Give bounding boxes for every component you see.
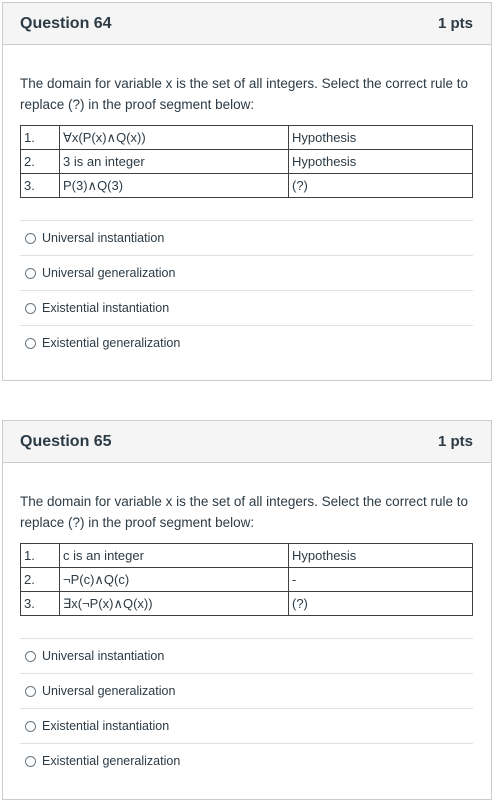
step-number: 1. (21, 544, 60, 568)
step-number: 2. (21, 150, 60, 174)
answer-option-existential-generalization[interactable] (20, 325, 473, 360)
step-reason: - (289, 568, 473, 592)
radio-button[interactable] (25, 651, 36, 662)
table-row (21, 568, 473, 592)
answer-label: Universal instantiation (42, 231, 165, 245)
question-64-card (2, 2, 492, 381)
answer-label: Existential generalization (42, 754, 181, 768)
proof-table (20, 543, 473, 616)
table-row (21, 126, 473, 150)
proof-table (20, 125, 473, 198)
question-title: Question 65 (20, 432, 112, 450)
radio-button[interactable] (25, 756, 36, 767)
answer-label: Existential instantiation (42, 301, 170, 315)
answer-option-existential-generalization[interactable] (20, 743, 473, 778)
step-statement: P(3)∧Q(3) (60, 174, 289, 198)
table-row (21, 544, 473, 568)
step-statement: 3 is an integer (60, 150, 289, 174)
question-65-card (2, 420, 492, 800)
step-reason: Hypothesis (289, 150, 473, 174)
answer-option-existential-instantiation[interactable] (20, 708, 473, 743)
step-statement: ∀x(P(x)∧Q(x)) (60, 126, 289, 150)
question-header (3, 3, 491, 45)
step-number: 3. (21, 592, 60, 616)
step-number: 1. (21, 126, 60, 150)
answer-option-universal-generalization[interactable] (20, 673, 473, 708)
radio-button[interactable] (25, 721, 36, 732)
answer-option-universal-instantiation[interactable] (20, 638, 473, 673)
answer-label: Universal generalization (42, 266, 176, 280)
step-reason: Hypothesis (289, 544, 473, 568)
answer-option-existential-instantiation[interactable] (20, 290, 473, 325)
question-text: The domain for variable x is the set of all integers. Select the correct rule to replace (?) in the proof segment below: (20, 76, 468, 112)
answer-label: Existential instantiation (42, 719, 170, 733)
radio-button[interactable] (25, 268, 36, 279)
answer-list (20, 638, 473, 778)
step-number: 2. (21, 568, 60, 592)
step-reason: (?) (289, 174, 473, 198)
step-statement: ∃x(¬P(x)∧Q(x)) (60, 592, 289, 616)
question-title: Question 64 (20, 14, 112, 32)
answer-label: Universal instantiation (42, 649, 165, 663)
table-row (21, 150, 473, 174)
question-header (3, 421, 491, 463)
radio-button[interactable] (25, 303, 36, 314)
step-reason: (?) (289, 592, 473, 616)
step-statement: c is an integer (60, 544, 289, 568)
answer-label: Existential generalization (42, 336, 181, 350)
question-points: 1 pts (437, 433, 473, 450)
table-row (21, 592, 473, 616)
question-points: 1 pts (437, 15, 473, 32)
answer-label: Universal generalization (42, 684, 176, 698)
radio-button[interactable] (25, 686, 36, 697)
answer-option-universal-generalization[interactable] (20, 255, 473, 290)
step-statement: ¬P(c)∧Q(c) (60, 568, 289, 592)
answer-option-universal-instantiation[interactable] (20, 220, 473, 255)
step-reason: Hypothesis (289, 126, 473, 150)
question-body (3, 463, 491, 778)
table-row (21, 174, 473, 198)
question-text: The domain for variable x is the set of all integers. Select the correct rule to replace (?) in the proof segment below: (20, 494, 468, 530)
question-body (3, 45, 491, 360)
answer-list (20, 220, 473, 360)
radio-button[interactable] (25, 233, 36, 244)
radio-button[interactable] (25, 338, 36, 349)
step-number: 3. (21, 174, 60, 198)
